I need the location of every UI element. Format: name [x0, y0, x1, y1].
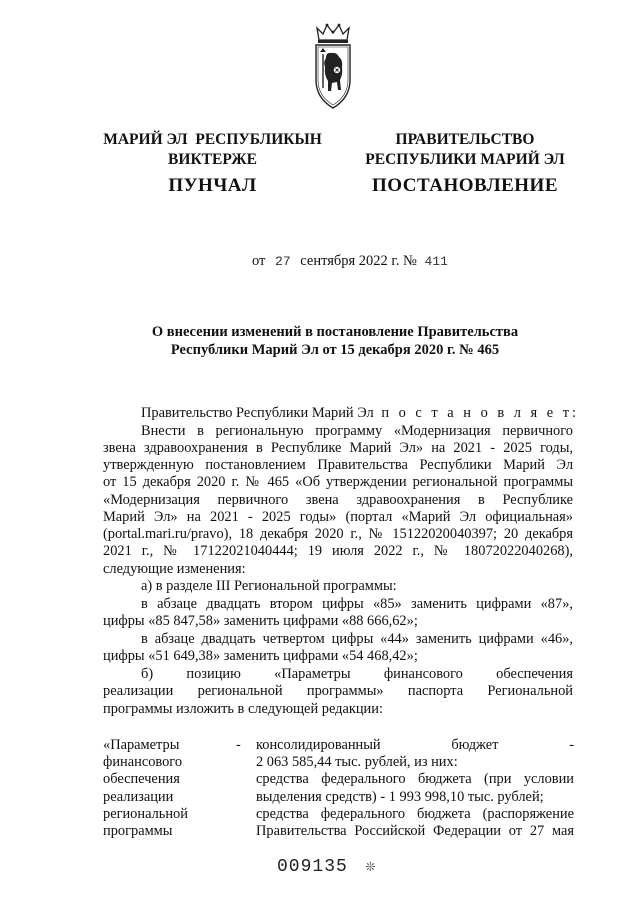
table-right-cell: средства федерального бюджета (распоряжение: [256, 806, 574, 822]
header-left-line1: МАРИЙ ЭЛ РЕСПУБЛИКЫН: [103, 131, 322, 148]
body-line: цифры «51 649,38» заменить цифрами «54 468,42»;: [103, 648, 418, 664]
body-line: Марий Эл» на 2021 - 2025 годы» (портал «Марий Эл официальная»: [103, 509, 573, 525]
table-left-cell: программы: [103, 823, 173, 839]
body-line: реализации региональной программы» паспорта Региональной: [103, 683, 573, 699]
body-line: 2021 г., № 17122021040444; 19 июля 2022 г., № 18072022040268),: [103, 543, 573, 559]
body-line: Внести в региональную программу «Модернизация первичного: [141, 423, 573, 439]
body-line: цифры «85 847,58» заменить цифрами «88 666,62»;: [103, 613, 418, 629]
header-right-doc-type: ПОСТАНОВЛЕНИЕ: [371, 175, 559, 196]
serial-mark-icon: ❊: [365, 858, 377, 876]
body-line: программы изложить в следующей редакции:: [103, 701, 383, 717]
table-left-cell: региональной: [103, 806, 188, 822]
header-left-line2: ВИКТЕРЖЕ: [168, 151, 257, 168]
body-line: б) позицию «Параметры финансового обеспечения: [141, 666, 573, 682]
table-right-cell: 2 063 585,44 тыс. рублей, из них:: [256, 754, 458, 770]
body-line: следующие изменения:: [103, 561, 246, 577]
intro-subject: Правительство Республики Марий Эл: [141, 405, 374, 421]
body-line: от 15 декабря 2020 г. № 465 «Об утверждении региональной программы: [103, 474, 573, 490]
table-left-cell: обеспечения: [103, 771, 180, 787]
table-right-cell: Правительства Российской Федерации от 27 мая: [256, 823, 574, 839]
intro-line: [103, 405, 580, 422]
document-title-line2: Республики Марий Эл от 15 декабря 2020 г. № 465: [170, 342, 500, 358]
coat-of-arms-emblem: [312, 22, 354, 110]
table-left-cell: финансового: [103, 754, 183, 770]
body-line: в абзаце двадцать втором цифры «85» заменить цифрами «87»,: [141, 596, 573, 612]
table-right-cell: средства федерального бюджета (при условии: [256, 771, 574, 787]
form-serial-number: [277, 856, 376, 877]
table-right-cell: консолидированный бюджет -: [256, 737, 574, 753]
date-line: [252, 253, 448, 270]
header-left-doc-type: ПУНЧАЛ: [168, 175, 257, 196]
serial-digits: 009135: [277, 857, 348, 877]
body-line: (portal.mari.ru/pravo), 18 декабря 2020 г., № 15122020040397; 20 декабря: [103, 526, 573, 542]
body-line: в абзаце двадцать четвертом цифры «44» заменить цифрами «46»,: [141, 631, 573, 647]
body-line: утвержденную постановлением Правительства Республики Марий Эл: [103, 457, 573, 473]
body-line: а) в разделе III Региональной программы:: [141, 578, 397, 594]
body-line: «Модернизация первичного звена здравоохранения в Республике: [103, 492, 573, 508]
document-title-line1: О внесении изменений в постановление Правительства: [151, 324, 519, 340]
date-day: 27: [275, 254, 291, 269]
date-month-year: сентября 2022 г. №: [300, 253, 417, 269]
intro-verb: п о с т а н о в л я е т:: [381, 405, 580, 421]
table-right-cell: выделения средств) - 1 993 998,10 тыс. рублей;: [256, 789, 544, 805]
body-line: звена здравоохранения в Республике Марий Эл» на 2021 - 2025 годы,: [103, 440, 573, 456]
date-prefix: от: [252, 253, 266, 269]
table-left-cell: «Параметры: [103, 737, 180, 753]
document-number: 411: [424, 254, 448, 269]
table-left-cell: реализации: [103, 789, 174, 805]
table-dash: -: [236, 737, 241, 753]
header-right-line1: ПРАВИТЕЛЬСТВО: [395, 131, 535, 148]
header-right-line2: РЕСПУБЛИКИ МАРИЙ ЭЛ: [365, 151, 565, 168]
